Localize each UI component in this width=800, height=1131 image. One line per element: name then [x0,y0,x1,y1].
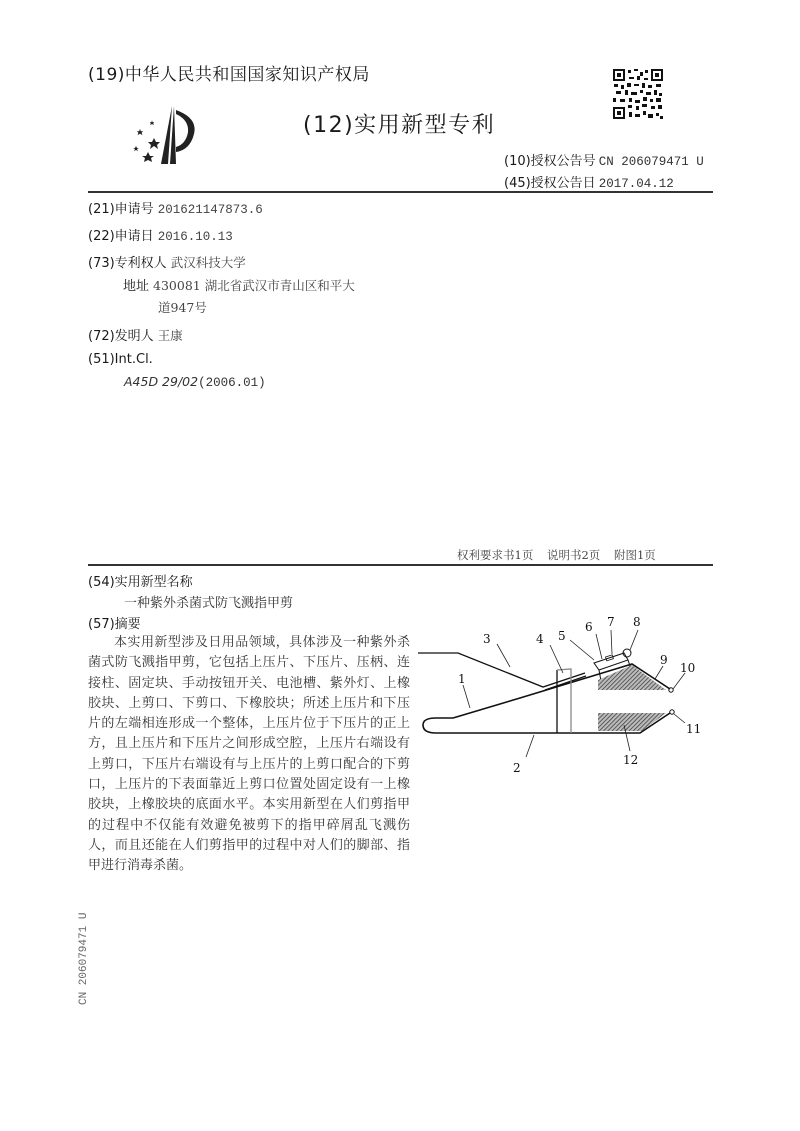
patentee-label: (73)专利权人 [88,256,167,271]
ipc-classification [124,374,266,390]
application-number-row [88,198,263,217]
publication-number-label: (10)授权公告号 [504,154,596,169]
figure-label-4: 4 [536,632,544,646]
publication-number: CN 206079471 U [598,155,704,169]
utility-model-title: 一种紫外杀菌式防飞溅指甲剪 [124,596,294,611]
lower-cutting-edge [670,710,674,714]
address-line-2-row [158,298,207,316]
header-divider [88,191,713,193]
figure-label-10: 10 [680,661,696,675]
address-line-1: 430081 湖北省武汉市青山区和平大 [153,278,355,293]
qr-code-icon[interactable] [612,68,664,120]
leader-lines [463,630,685,757]
abstract-label: (57)摘要 [88,617,141,632]
address-row [123,275,355,294]
inventor-label: (72)发明人 [88,329,154,344]
ipc-version: (2006.01) [198,376,266,390]
office-name: (19)中华人民共和国国家知识产权局 [88,65,370,85]
abstract-text: 本实用新型涉及日用品领域，具体涉及一种紫外杀菌式防飞溅指甲剪，它包括上压片、下压片、压柄、连接柱、固定块、手动按钮开关、电池槽、紫外灯、上橡胶块、上剪口、下剪口、下橡胶块；所述上压片和下压片的左端相连形成一个整体，上压片位于下压片的正上方，且上压片和下压片之间形成空腔，上压片右端设有上剪口，下压片右端设有与上压片的上剪口配合的下剪口，上压片的下表面靠近上剪口位置处固定设有一上橡胶块，上橡胶块的底面水平。本实用新型在人们剪指甲的过程中不仅能有效避免被剪下的指甲碎屑乱飞溅伤人，而且还能在人们剪指甲的过程中对人们的脚部、指甲进行消毒杀菌。 [88,635,410,874]
figure-label-11: 11 [686,722,702,736]
publication-number-row [504,150,704,169]
figure-label-12: 12 [623,753,639,767]
publication-date-row [504,172,674,191]
title-section-label: (54)实用新型名称 [88,575,193,590]
figure-label-9: 9 [660,653,668,667]
publication-date: 2017.04.12 [598,177,674,191]
application-number: 201621147873.6 [157,203,263,217]
ipc-label: (51)Int.Cl. [88,352,153,367]
figure-label-1: 1 [458,672,466,686]
page-counts: 权利要求书1页 说明书2页 附图1页 [457,548,656,562]
document-type: (12)实用新型专利 [303,113,496,138]
figure-label-5: 5 [558,629,566,643]
inventor: 王康 [157,328,183,343]
figure-label-3: 3 [483,632,491,646]
publication-date-label: (45)授权公告日 [504,176,596,191]
application-date: 2016.10.13 [157,230,233,244]
figure-label-6: 6 [585,620,593,634]
figure-label-2: 2 [513,761,521,775]
patentee: 武汉科技大学 [170,255,246,270]
patentee-row [88,252,246,271]
ipc-code: A45D 29/02 [124,374,199,389]
application-date-row [88,225,233,244]
nail-clipper-figure [410,610,720,780]
cnipa-logo-icon [128,100,198,170]
side-publication-number: CN 206079471 U [78,912,90,1005]
figure-label-7: 7 [607,615,615,629]
upper-cutting-edge [669,688,673,692]
address-label: 地址 [123,279,150,294]
figure-label-8: 8 [633,615,641,629]
ipc-label-row [88,352,153,367]
inventor-row [88,325,183,344]
address-line-2: 道947号 [158,300,207,315]
section-divider [88,564,713,566]
application-number-label: (21)申请号 [88,202,154,217]
application-date-label: (22)申请日 [88,229,154,244]
